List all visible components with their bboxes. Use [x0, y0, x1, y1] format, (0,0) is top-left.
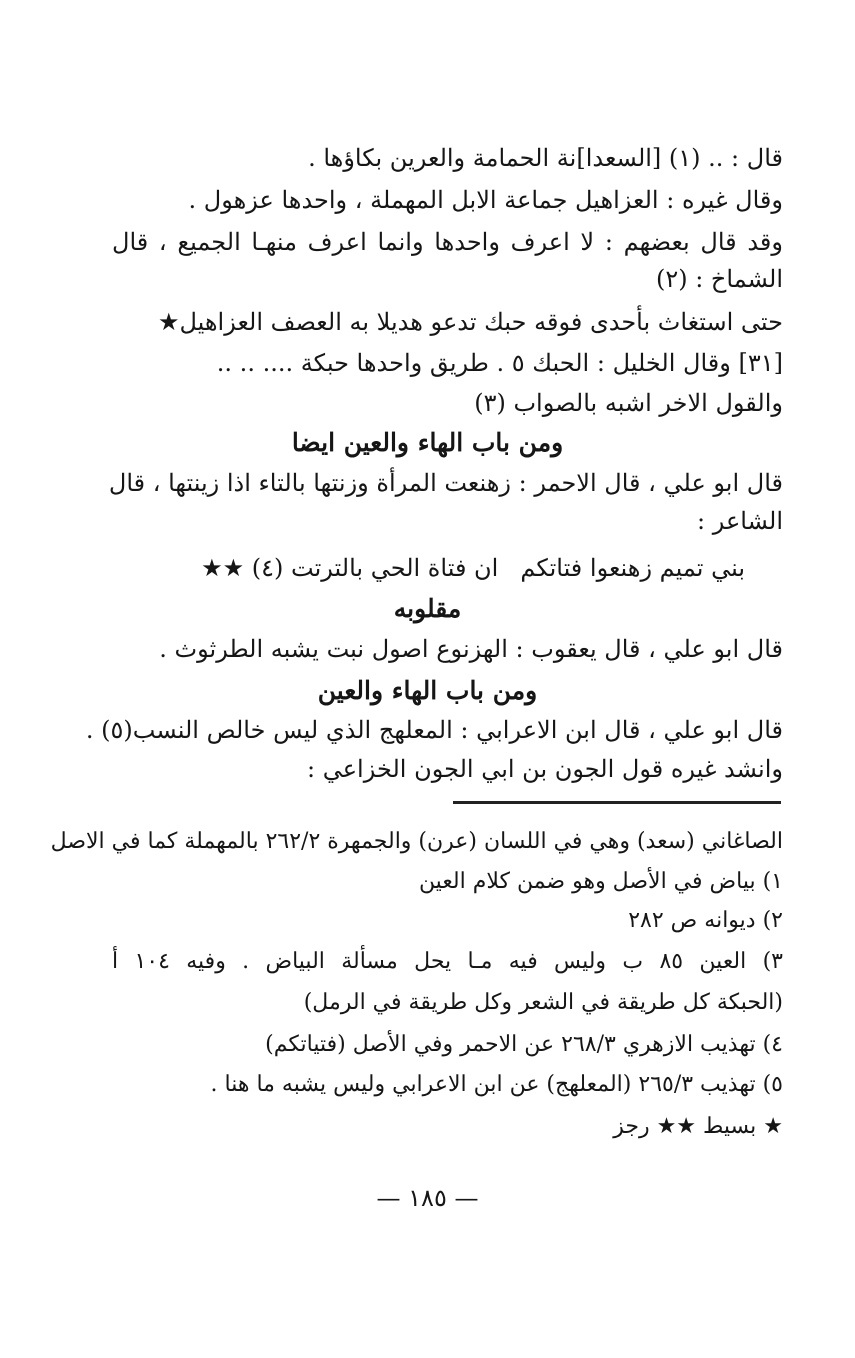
- section3-line-2: وانشد غيره قول الجون بن ابي الجون الخزاعي :: [307, 755, 783, 783]
- verse-line-2: [201, 551, 745, 587]
- verse-second-half: ان فتاة الحي بالترتت (٤) ★★: [201, 554, 499, 582]
- page-number: — ١٨٥ —: [376, 1184, 479, 1212]
- meter-legend: ★ بسيط ★★ رجز: [613, 1114, 783, 1139]
- footnote-4: ٤) تهذيب الازهري ٢٦٨/٣ عن الاحمر وفي الأصل (فتياتكم): [265, 1032, 783, 1057]
- body-line-6: [٣١] وقال الخليل : الحبك ٥ . طريق واحدها حبكة .... .. ..: [216, 349, 783, 377]
- section1-line-2: الشاعر :: [697, 507, 783, 535]
- footnote-2: ٢) ديوانه ص ٢٨٢: [628, 908, 783, 933]
- footnote-3-continued: (الحبكة كل طريقة في الشعر وكل طريقة في الرمل): [303, 990, 783, 1015]
- section1-line-1: قال ابو علي ، قال الاحمر : زهنعت المرأة وزنتها بالتاء اذا زينتها ، قال: [108, 469, 783, 497]
- section-heading-1: ومن باب الهاء والعين ايضا: [291, 428, 564, 457]
- footnote-1: ١) بياض في الأصل وهو ضمن كلام العين: [418, 869, 783, 894]
- footnote-separator: [453, 801, 781, 804]
- body-line-3: وقد قال بعضهم : لا اعرف واحدها وانما اعرف منهـا الجميع ، قال: [112, 228, 783, 256]
- footnote-3: ٣) العين ٨٥ ب وليس فيه مـا يحل مسألة البياض . وفيه ١٠٤ أ: [112, 949, 783, 974]
- section-heading-2: مقلوبه: [393, 594, 462, 623]
- body-line-7: والقول الاخر اشبه بالصواب (٣): [474, 389, 783, 417]
- footnote-5: ٥) تهذيب ٢٦٥/٣ (المعلهج) عن ابن الاعرابي وليس يشبه ما هنا .: [210, 1072, 783, 1097]
- body-line-4: الشماخ : (٢): [655, 265, 783, 293]
- section2-line: قال ابو علي ، قال يعقوب : الهزنوع اصول نبت يشبه الطرثوث .: [159, 635, 783, 663]
- section3-line-1: قال ابو علي ، قال ابن الاعرابي : المعلهج الذي ليس خالص النسب(٥) .: [85, 716, 783, 744]
- body-line-2: وقال غيره : العزاهيل جماعة الابل المهملة ، واحدها عزهول .: [188, 186, 783, 214]
- section-heading-3: ومن باب الهاء والعين: [317, 676, 538, 705]
- footnote-continuation: الصاغاني (سعد) وهي في اللسان (عرن) والجمهرة ٢٦٢/٢ بالمهملة كما في الاصل: [50, 829, 783, 854]
- verse-first-half: بني تميم زهنعوا فتاتكم: [520, 554, 745, 582]
- body-line-1: قال : .. (١) [السعدا]نة الحمامة والعرين بكاؤها .: [308, 144, 783, 172]
- verse-line-1: حتى استغاث بأحدى فوقه حبك تدعو هديلا به العصف العزاهيل★: [157, 308, 783, 336]
